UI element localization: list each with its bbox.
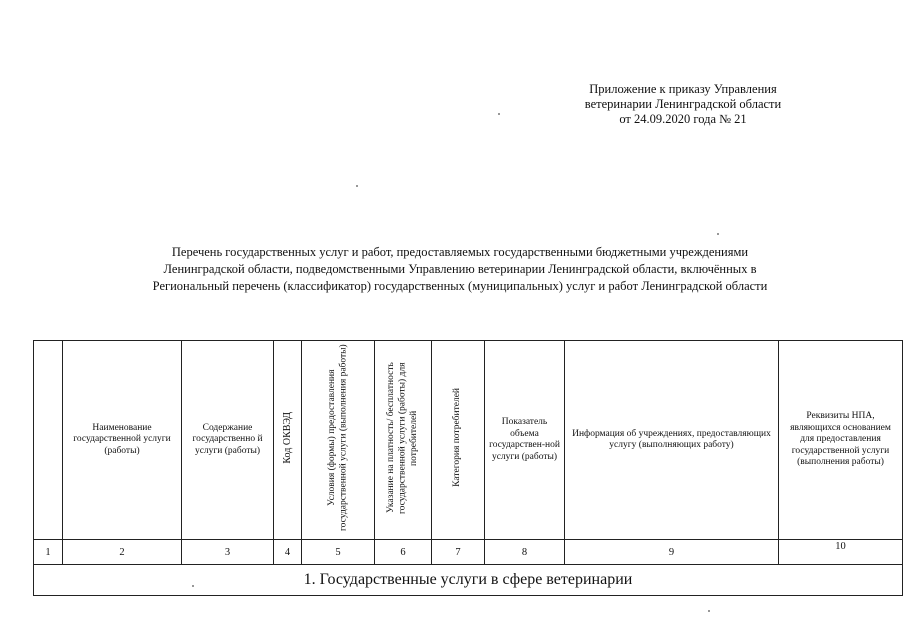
col-number-9: 9 (565, 540, 779, 565)
header-col-1 (34, 341, 63, 540)
table-header-row (34, 341, 903, 540)
col-number-10: 10 (779, 540, 903, 565)
header-okved-code: Код ОКВЭД (274, 341, 302, 540)
section-heading: 1. Государственные услуги в сфере ветеринарии (34, 565, 903, 596)
appendix-block (548, 82, 818, 127)
header-legal-basis: Реквизиты НПА, являющихся основанием для предоставления государственной услуги (выполнения работы) (779, 341, 903, 540)
col-number-1: 1 (34, 540, 63, 565)
col-number-8: 8 (485, 540, 565, 565)
header-conditions: Условия (формы) предоставления государственной услуги (выполнения работы) (302, 341, 375, 540)
appendix-line-1: Приложение к приказу Управления (589, 82, 777, 96)
services-table (33, 340, 903, 596)
col-number-5: 5 (302, 540, 375, 565)
scan-speck (498, 113, 500, 115)
col-number-6: 6 (375, 540, 432, 565)
col-number-2: 2 (63, 540, 182, 565)
scan-speck (708, 610, 710, 612)
section-row (34, 565, 903, 596)
header-payment: Указание на платность/ бесплатность государственной услуги (работы) для потребителей (375, 341, 432, 540)
title-line-1: Перечень государственных услуг и работ, предоставляемых государственными бюджетными учреждениями (171, 245, 749, 259)
col-number-4: 4 (274, 540, 302, 565)
scan-speck (717, 233, 719, 235)
scan-speck (356, 185, 358, 187)
col-number-3: 3 (182, 540, 274, 565)
header-institutions-info: Информация об учреждениях, предоставляющих услугу (выполняющих работу) (565, 341, 779, 540)
appendix-line-3: от 24.09.2020 года № 21 (619, 112, 747, 126)
title-line-3: Региональный перечень (классификатор) государственных (муниципальных) услуг и работ Ленинградской области (152, 279, 768, 293)
header-volume-indicator: Показатель объема государствен-ной услуги (работы) (485, 341, 565, 540)
document-title (60, 244, 860, 295)
col-number-7: 7 (432, 540, 485, 565)
scan-speck (192, 585, 194, 587)
header-consumers: Категория потребителей (432, 341, 485, 540)
header-service-content: Содержание государственно й услуги (работы) (182, 341, 274, 540)
table-number-row (34, 540, 903, 565)
appendix-line-2: ветеринарии Ленинградской области (584, 97, 782, 111)
title-line-2: Ленинградской области, подведомственными Управлению ветеринарии Ленинградской области, включённых в (163, 262, 757, 276)
header-service-name: Наименование государственной услуги (работы) (63, 341, 182, 540)
